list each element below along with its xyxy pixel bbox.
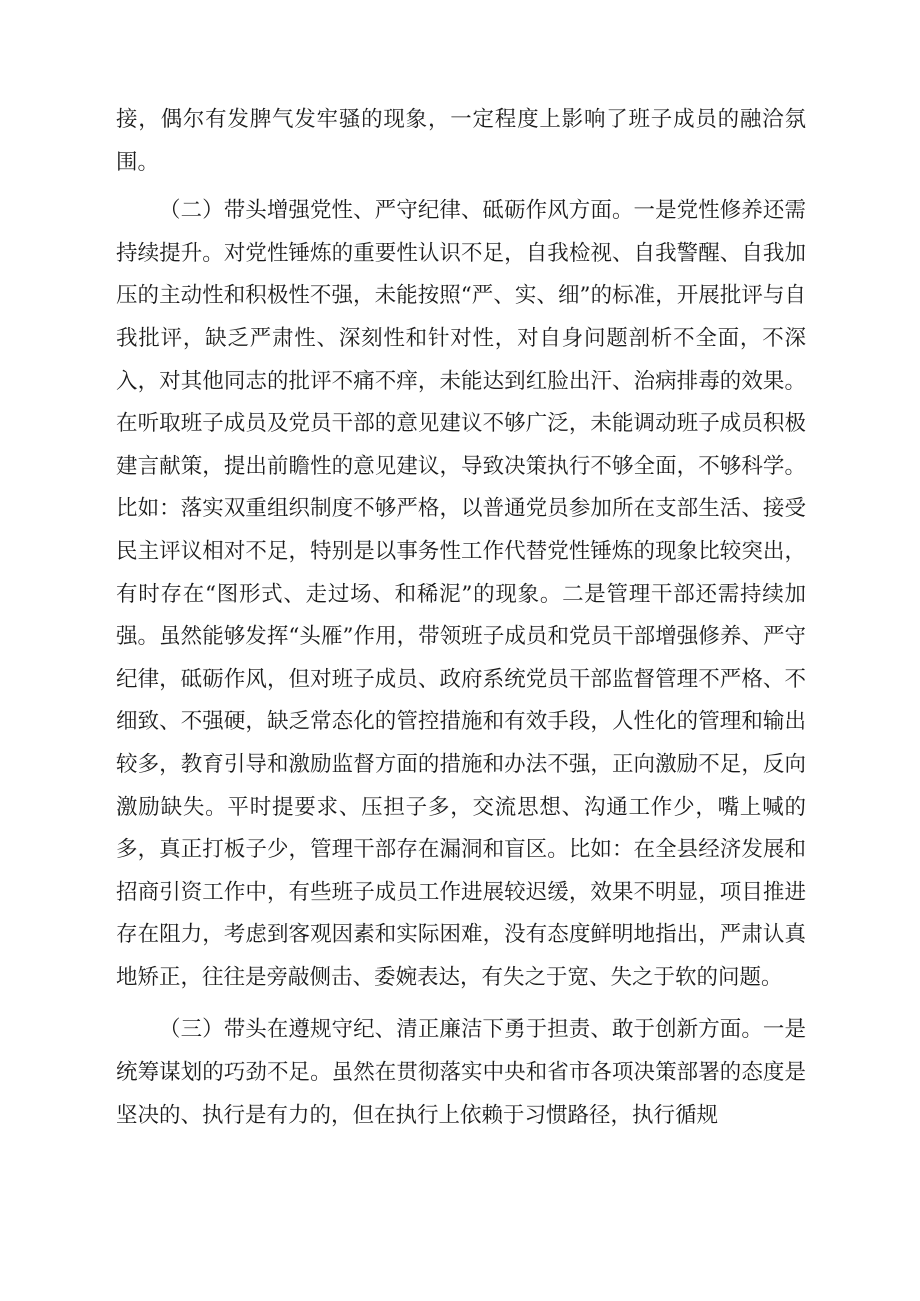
- paragraph-continuation: 接，偶尔有发脾气发牢骚的现象，一定程度上影响了班子成员的融洽氛围。: [116, 107, 806, 175]
- paragraph-section-three: （三）带头在遵规守纪、清正廉洁下勇于担责、敢于创新方面。一是统筹谋划的巧劲不足。虽然在贯彻落实中央和省市各项决策部署的态度是坚决的、执行是有力的，但在执行上依赖于习惯路径，执行循规: [116, 1017, 806, 1128]
- paragraph-section-two: （二）带头增强党性、严守纪律、砥砺作风方面。一是党性修养还需持续提升。对党性锤炼的重要性认识不足，自我检视、自我警醒、自我加压的主动性和积极性不强，未能按照“严、实、细”的标准，开展批评与自我批评，缺乏严肃性、深刻性和针对性，对自身问题剖析不全面，不深入，对其他同志的批评不痛不痒，未能达到红脸出汗、治病排毒的效果。在听取班子成员及党员干部的意见建议不够广泛，未能调动班子成员积极建言献策，提出前瞻性的意见建议，导致决策执行不够全面，不够科学。比如：落实双重组织制度不够严格，以普通党员参加所在支部生活、接受民主评议相对不足，特别是以事务性工作代替党性锤炼的现象比较突出，有时存在“图形式、走过场、和稀泥”的现象。二是管理干部还需持续加强。虽然能够发挥“头雁”作用，带领班子成员和党员干部增强修养、严守纪律，砥砺作风，但对班子成员、政府系统党员干部监督管理不严格、不细致、不强硬，缺乏常态化的管控措施和有效手段，人性化的管理和输出较多，教育引导和激励监督方面的措施和办法不强，正向激励不足，反向激励缺失。平时提要求、压担子多，交流思想、沟通工作少，嘴上喊的多，真正打板子少，管理干部存在漏洞和盲区。比如：在全县经济发展和招商引资工作中，有些班子成员工作进展较迟缓，效果不明显，项目推进存在阻力，考虑到客观因素和实际困难，没有态度鲜明地指出，严肃认真地矫正，往往是旁敲侧击、委婉表达，有失之于宽、失之于软的问题。: [116, 198, 806, 990]
- document-body: [116, 99, 806, 1137]
